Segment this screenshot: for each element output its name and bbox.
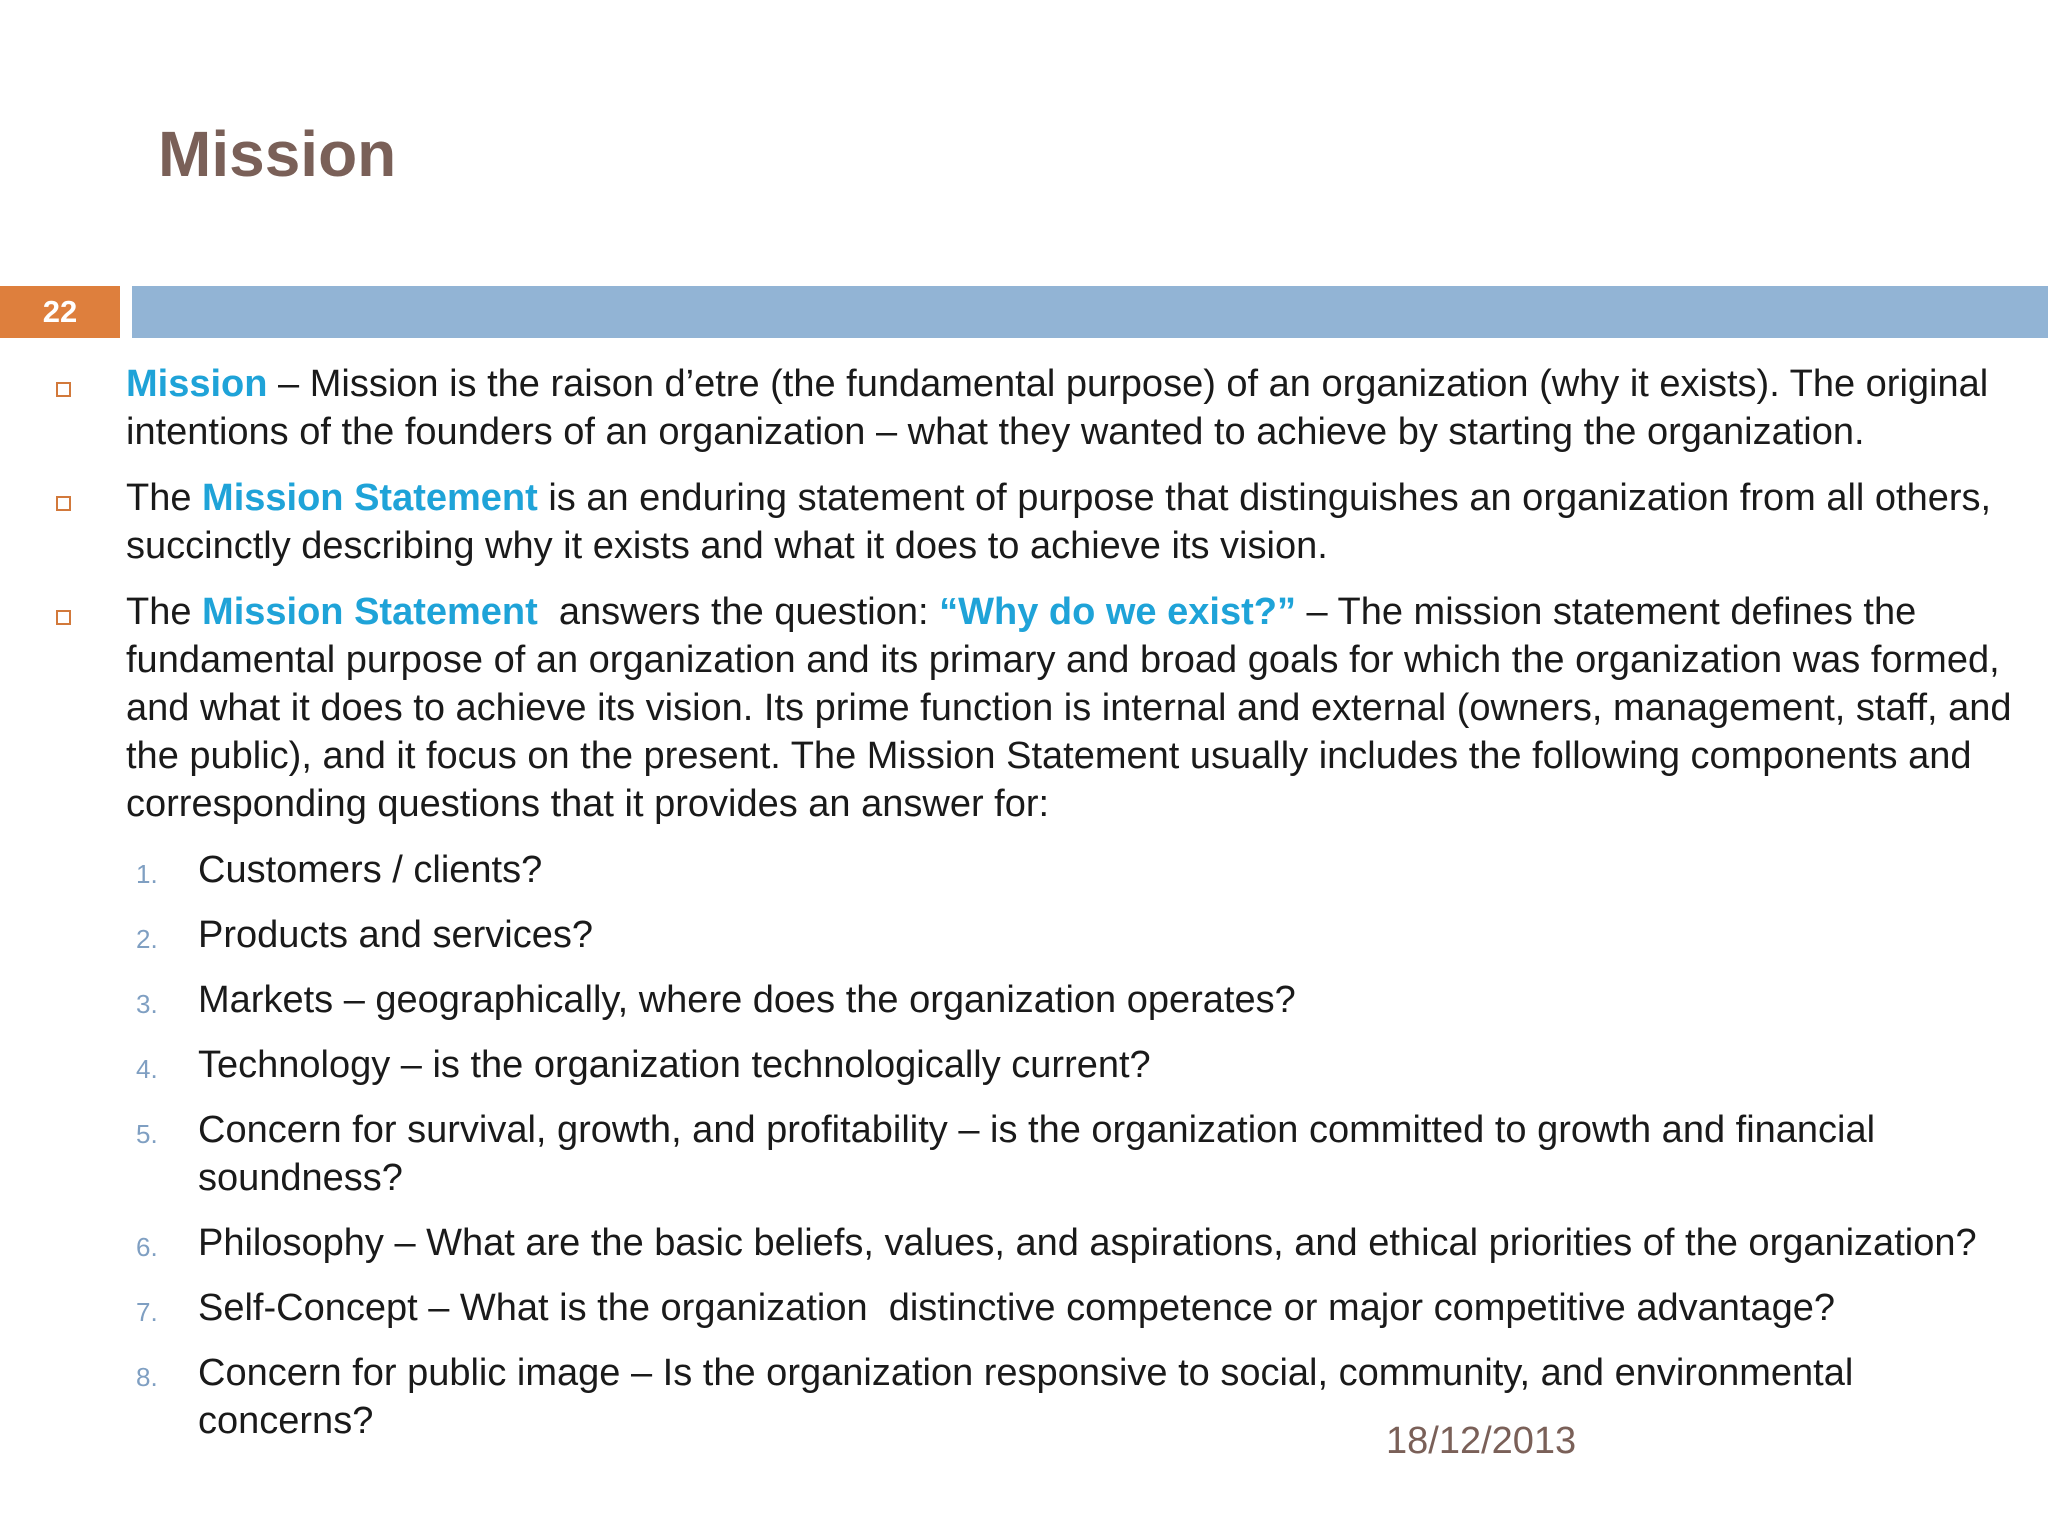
slide-number-badge: 22 — [0, 286, 120, 338]
bullet-item — [0, 474, 2048, 570]
list-number: 3. — [136, 989, 158, 1019]
slide-content — [0, 360, 2048, 1462]
bullet-prefix: The — [126, 477, 203, 519]
bullet-text: is an enduring statement of purpose that distinguishes an organization from all others, succinctly describing why it exists and what it does to achieve its vision. — [126, 477, 1992, 567]
header-bar — [132, 286, 2048, 338]
bullet-item — [0, 588, 2048, 828]
bullet-middle-text: answers the question: — [537, 591, 940, 633]
mission-statement-term: Mission Statement — [202, 591, 538, 633]
mission-statement-term: Mission Statement — [202, 477, 538, 519]
slide-date: 18/12/2013 — [1386, 1420, 1577, 1462]
question-text: “Why do we exist?” — [939, 591, 1296, 633]
list-item — [0, 1041, 2048, 1089]
list-item — [0, 1284, 2048, 1332]
bullet-text: – Mission is the raison d’etre (the fundamental purpose) of an organization (why it exists). The original intentions of the founders of an organization – what they wanted to achieve by starting the organization. — [126, 363, 1989, 453]
list-number: 5. — [136, 1119, 158, 1149]
list-item-text: Customers / clients? — [198, 849, 543, 891]
list-item — [0, 1219, 2048, 1267]
components-list — [0, 846, 2048, 1445]
list-number: 4. — [136, 1054, 158, 1084]
list-number: 7. — [136, 1297, 158, 1327]
bullet-prefix: The — [126, 591, 203, 633]
list-item-text: Self-Concept – What is the organization distinctive competence or major competitive advantage? — [198, 1287, 1835, 1329]
list-number: 2. — [136, 924, 158, 954]
list-item-text: Technology – is the organization technologically current? — [198, 1044, 1151, 1086]
mission-term: Mission — [126, 363, 268, 405]
list-item — [0, 976, 2048, 1024]
square-bullet-icon — [56, 382, 71, 397]
list-item — [0, 1106, 2048, 1202]
bullet-text: – The mission statement defines the fundamental purpose of an organization and its primary and broad goals for which the organization was formed, and what it does to achieve its vision. Its prime function is internal and external (owners, management, staff, and the public), and it focus on the present. The Mission Statement usually includes the following components and corresponding questions that it provides an answer for: — [126, 591, 2012, 825]
list-number: 6. — [136, 1232, 158, 1262]
bullet-item — [0, 360, 2048, 456]
list-item — [0, 1349, 2048, 1445]
list-number: 8. — [136, 1362, 158, 1392]
list-item-text: Products and services? — [198, 914, 593, 956]
square-bullet-icon — [56, 610, 71, 625]
list-item-text: Concern for survival, growth, and profitability – is the organization committed to growth and financial soundness? — [198, 1109, 1876, 1199]
list-item-text: Philosophy – What are the basic beliefs, values, and aspirations, and ethical priorities of the organization? — [198, 1222, 1977, 1264]
list-item-text: Concern for public image – Is the organization responsive to social, community, and environmental concerns? — [198, 1352, 1854, 1442]
list-item — [0, 911, 2048, 959]
list-item-text: Markets – geographically, where does the organization operates? — [198, 979, 1296, 1021]
square-bullet-icon — [56, 496, 71, 511]
slide-title: Mission — [158, 118, 397, 190]
list-number: 1. — [136, 859, 158, 889]
list-item — [0, 846, 2048, 894]
